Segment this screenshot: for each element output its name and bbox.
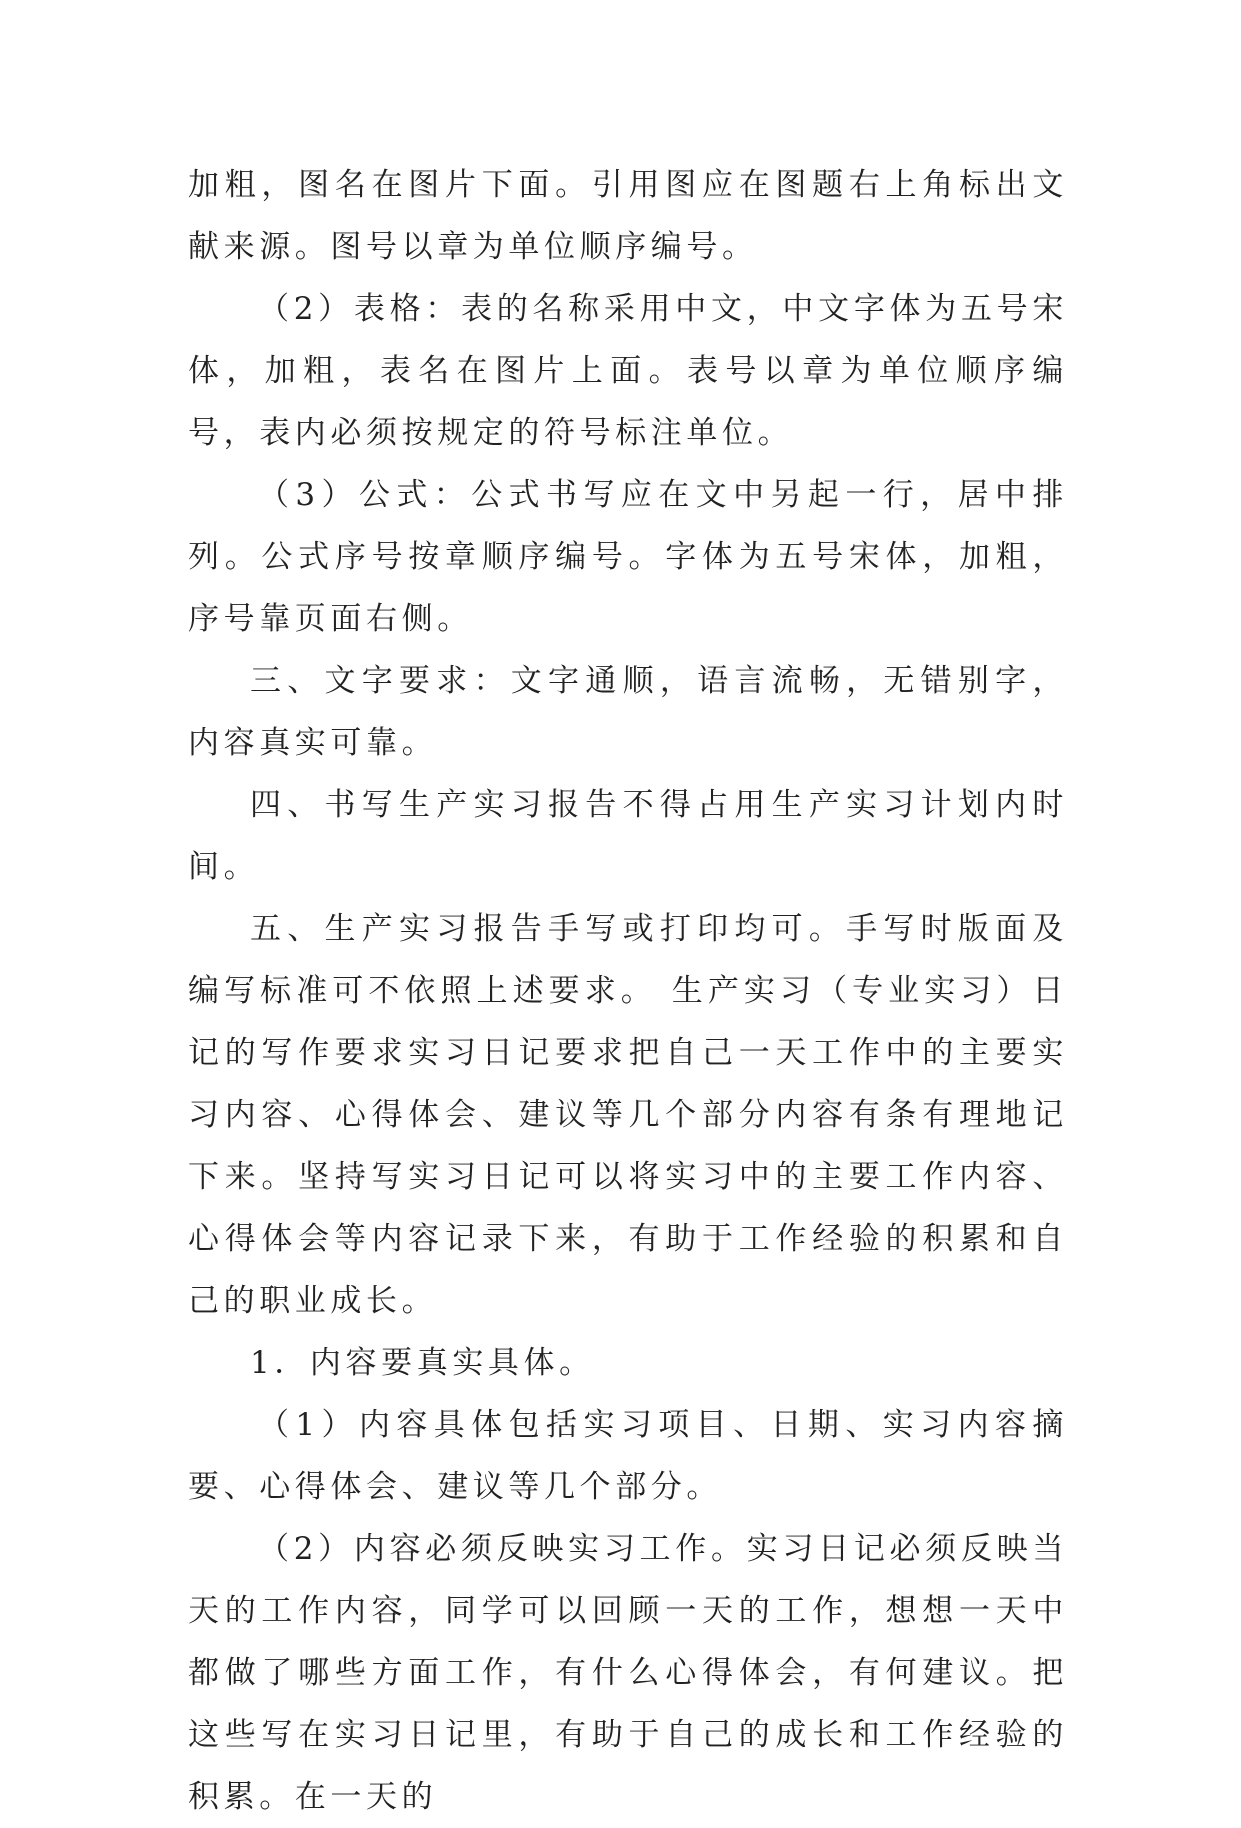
paragraph-text-requirements: 三、文字要求：文字通顺，语言流畅，无错别字，内容真实可靠。: [188, 663, 1068, 761]
paragraph-figure-caption-continued: 加粗，图名在图片下面。引用图应在图题右上角标出文献来源。图号以章为单位顺序编号。: [188, 167, 1068, 265]
paragraph-content-true: 1．内容要真实具体。: [250, 1345, 595, 1381]
paragraph-table-rules: （2）表格：表的名称采用中文，中文字体为五号宋体，加粗，表名在图片上面。表号以章为单位顺序编号，表内必须按规定的符号标注单位。: [188, 291, 1068, 451]
document-body: [188, 154, 1068, 1828]
paragraph-reflect-work: （2）内容必须反映实习工作。实习日记必须反映当天的工作内容，同学可以回顾一天的工作，想想一天中都做了哪些方面工作，有什么心得体会，有何建议。把这些写在实习日记里，有助于自己的成长和工作经验的积累。在一天的: [188, 1531, 1068, 1815]
paragraph-content-parts: （1）内容具体包括实习项目、日期、实习内容摘要、心得体会、建议等几个部分。: [188, 1407, 1068, 1505]
paragraph-formula-rules: （3）公式：公式书写应在文中另起一行，居中排列。公式序号按章顺序编号。字体为五号宋体，加粗，序号靠页面右侧。: [188, 477, 1068, 637]
paragraph-writing-time: 四、书写生产实习报告不得占用生产实习计划内时间。: [188, 787, 1068, 885]
paragraph-handwritten-or-printed: 五、生产实习报告手写或打印均可。手写时版面及编写标准可不依照上述要求。 生产实习（专业实习）日记的写作要求实习日记要求把自己一天工作中的主要实习内容、心得体会、建议等几个部分内容有条有理地记下来。坚持写实习日记可以将实习中的主要工作内容、心得体会等内容记录下来，有助于工作经验的积累和自己的职业成长。: [188, 911, 1068, 1319]
